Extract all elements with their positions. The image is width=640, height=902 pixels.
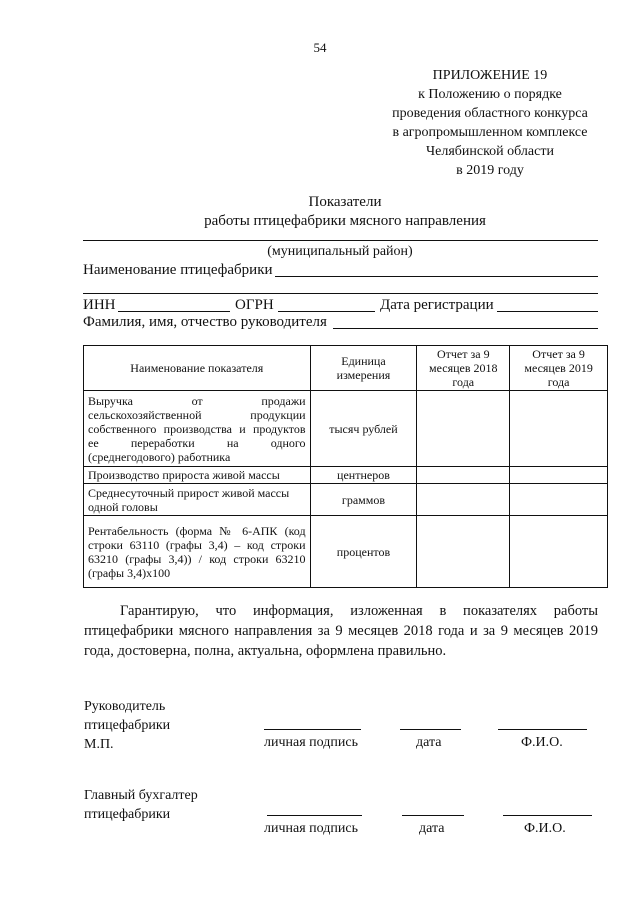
appendix-line: в агропромышленном комплексе [392,125,588,140]
value-2019-cell[interactable] [510,467,608,484]
value-2019-cell[interactable] [510,391,608,467]
indicator-name: Выручка от продажи сельскохозяйственной продукции собственного производства и продуктов ее переработки на одного (среднегодового) работника [84,391,311,467]
header-report-2018: Отчет за 9 месяцев 2018 года [417,346,510,391]
director-signature-caption: личная подпись [264,735,358,750]
value-2018-cell[interactable] [417,484,510,516]
ogrn-line[interactable] [278,311,375,312]
appendix-line: к Положению о порядке [418,87,562,102]
table-row [84,484,608,516]
accountant-title: Главный бухгалтер [84,788,198,803]
value-2019-cell[interactable] [510,516,608,588]
stamp-label: М.П. [84,737,114,752]
table-row [84,467,608,484]
accountant-date-caption: дата [419,821,445,836]
accountant-fio-line[interactable] [503,815,592,816]
value-2018-cell[interactable] [417,467,510,484]
municipal-district-caption: (муниципальный район) [267,244,413,259]
indicator-unit: граммов [310,484,417,516]
director-date-line[interactable] [400,729,461,730]
appendix-line: Челябинской области [426,144,554,159]
ogrn-label: ОГРН [235,297,274,313]
value-2019-cell[interactable] [510,484,608,516]
municipal-district-line[interactable] [83,240,598,241]
indicator-name: Производство прироста живой массы [84,467,311,484]
registration-date-label: Дата регистрации [380,297,494,313]
director-signature-line[interactable] [264,729,361,730]
appendix-line: в 2019 году [456,163,524,178]
inn-label: ИНН [83,297,116,313]
header-unit: Единица измерения [310,346,417,391]
appendix-line: ПРИЛОЖЕНИЕ 19 [432,68,548,83]
accountant-fio-caption: Ф.И.О. [524,821,566,836]
head-name-line[interactable] [333,328,598,329]
director-title: Руководитель [84,699,166,714]
appendix-line: проведения областного конкурса [392,106,588,121]
director-fio-caption: Ф.И.О. [521,735,563,750]
farm-name-label: Наименование птицефабрики [83,262,273,278]
accountant-date-line[interactable] [402,815,464,816]
header-indicator-name: Наименование показателя [84,346,311,391]
head-name-label: Фамилия, имя, отчество руководителя [83,314,327,330]
table-row [84,391,608,467]
page-number: 54 [313,40,327,55]
value-2018-cell[interactable] [417,516,510,588]
indicator-name: Рентабельность (форма № 6-АПК (код строки 63110 (графы 3,4) – код строки 63210 (графы 3,4)) / код строки 63210 (графы 3,4)x100 [84,516,311,588]
director-fio-line[interactable] [498,729,587,730]
guarantee-statement: Гарантирую, что информация, изложенная в показателях работы птицефабрики мясного направления за 9 месяцев 2018 года и за 9 месяцев 2019 года, достоверна, полна, актуальна, оформлена правильно. [84,603,598,659]
document-title [80,193,610,231]
table-header-row [84,346,608,391]
title-line: Показатели [308,194,382,210]
director-block [84,697,170,754]
director-title-2: птицефабрики [84,718,171,733]
accountant-signature-caption: личная подпись [264,821,358,836]
accountant-signature-line[interactable] [267,815,362,816]
indicator-unit: центнеров [310,467,417,484]
accountant-title-2: птицефабрики [84,807,171,822]
indicator-name: Среднесуточный прирост живой массы одной головы [84,484,311,516]
indicator-unit: процентов [310,516,417,588]
farm-name-line-2[interactable] [83,293,598,294]
value-2018-cell[interactable] [417,391,510,467]
director-date-caption: дата [416,735,442,750]
registration-date-line[interactable] [497,311,598,312]
indicators-table [83,345,608,588]
farm-name-line[interactable] [275,276,598,277]
indicator-unit: тысяч рублей [310,391,417,467]
accountant-block [84,786,198,824]
header-report-2019: Отчет за 9 месяцев 2019 года [510,346,608,391]
appendix-header [345,66,635,180]
inn-line[interactable] [118,311,230,312]
table-row [84,516,608,588]
title-line: работы птицефабрики мясного направления [204,213,486,229]
